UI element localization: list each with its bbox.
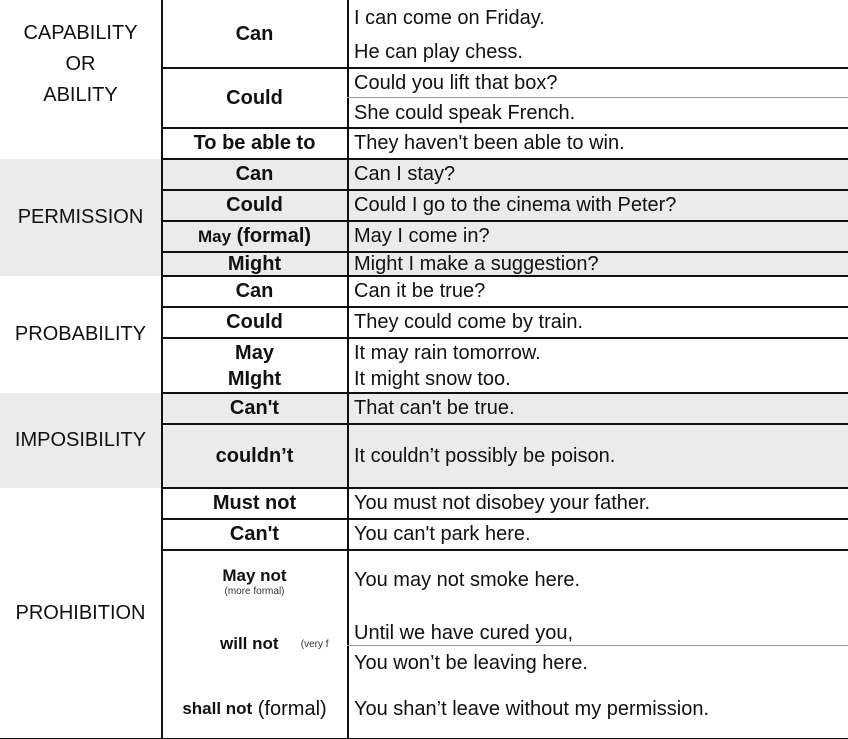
modal-may-formal <box>162 221 347 252</box>
example-sentence: He can play chess. <box>354 40 523 63</box>
row-divider <box>161 549 848 551</box>
modal-be-able-to: To be able to <box>193 132 316 154</box>
row-divider <box>161 158 848 160</box>
modal-may-not-label: May not <box>222 565 287 585</box>
modal-can: Can <box>235 280 274 302</box>
category-capability-line3: ABILITY <box>43 83 118 106</box>
example-sentence: You may not smoke here. <box>354 568 581 591</box>
example-sentence: Can I stay? <box>354 163 456 185</box>
example-sentence: I can come on Friday. <box>354 6 545 29</box>
category-prohibition: PROHIBITION <box>15 602 146 624</box>
example-sentence: Could I go to the cinema with Peter? <box>354 194 677 216</box>
modal-shall-not-label: shall not <box>182 699 253 718</box>
column-divider <box>161 0 163 739</box>
example-sentence: They haven't been able to win. <box>354 132 625 154</box>
example-sentence: You must not disobey your father. <box>354 492 651 514</box>
row-divider-light <box>347 645 848 646</box>
modal-couldnt: couldn’t <box>215 444 294 467</box>
category-capability <box>0 0 161 128</box>
modal-may-not-note: (more formal) <box>224 585 285 597</box>
row-divider <box>161 518 848 520</box>
category-probability: PROBABILITY <box>14 323 147 345</box>
example-sentence: May I come in? <box>354 225 490 247</box>
row-divider <box>161 127 848 129</box>
modal-will-not-note: (very f <box>300 638 329 650</box>
row-divider <box>161 189 848 191</box>
example-sentence: That can't be true. <box>354 397 515 419</box>
category-capability-line2: OR <box>65 52 96 75</box>
modal-could: Could <box>226 194 283 216</box>
modal-shall-not <box>162 693 347 725</box>
modal-may-note: (formal) <box>236 225 312 247</box>
row-divider <box>161 67 848 69</box>
row-divider <box>161 220 848 222</box>
example-sentence: Might I make a suggestion? <box>354 252 599 275</box>
example-sentence: It may rain tomorrow. <box>354 341 541 364</box>
row-divider <box>161 392 848 394</box>
example-sentence: They could come by train. <box>354 311 583 333</box>
row-divider <box>161 337 848 339</box>
modal-cant: Can't <box>229 397 280 419</box>
modal-may-not <box>162 556 347 606</box>
example-sentence: She could speak French. <box>354 101 576 124</box>
row-divider <box>161 423 848 425</box>
modal-can: Can <box>235 163 274 185</box>
example-sentence: It couldn’t possibly be poison. <box>354 444 616 467</box>
category-capability-line1: CAPABILITY <box>23 21 138 44</box>
modal-will-not <box>162 628 347 660</box>
example-sentence: It might snow too. <box>354 368 511 390</box>
example-sentence: Until we have cured you, <box>354 621 574 644</box>
row-divider <box>161 487 848 489</box>
example-sentence: Can it be true? <box>354 280 486 302</box>
modal-must-not: Must not <box>212 492 297 514</box>
category-permission: PERMISSION <box>17 206 144 228</box>
modal-will-not-label: will not <box>220 634 279 653</box>
modal-might: MIght <box>227 368 282 390</box>
modal-may-word: May <box>197 226 232 246</box>
row-divider <box>161 251 848 253</box>
category-impossibility: IMPOSIBILITY <box>14 429 147 451</box>
modal-could: Could <box>226 311 283 333</box>
modal-may: May <box>235 341 274 364</box>
modal-cant: Can't <box>229 523 280 545</box>
modal-might: Might <box>227 252 282 275</box>
example-sentence: You can't park here. <box>354 523 531 545</box>
example-sentence: You won’t be leaving here. <box>354 651 588 674</box>
modal-can: Can <box>235 22 274 45</box>
modal-could: Could <box>226 86 283 109</box>
row-divider <box>161 275 848 277</box>
column-divider <box>347 0 349 739</box>
modal-shall-not-note: (formal) <box>257 697 327 720</box>
row-divider-light <box>347 97 848 98</box>
example-sentence: Could you lift that box? <box>354 71 558 94</box>
example-sentence: You shan’t leave without my permission. <box>354 697 709 720</box>
row-divider <box>161 306 848 308</box>
